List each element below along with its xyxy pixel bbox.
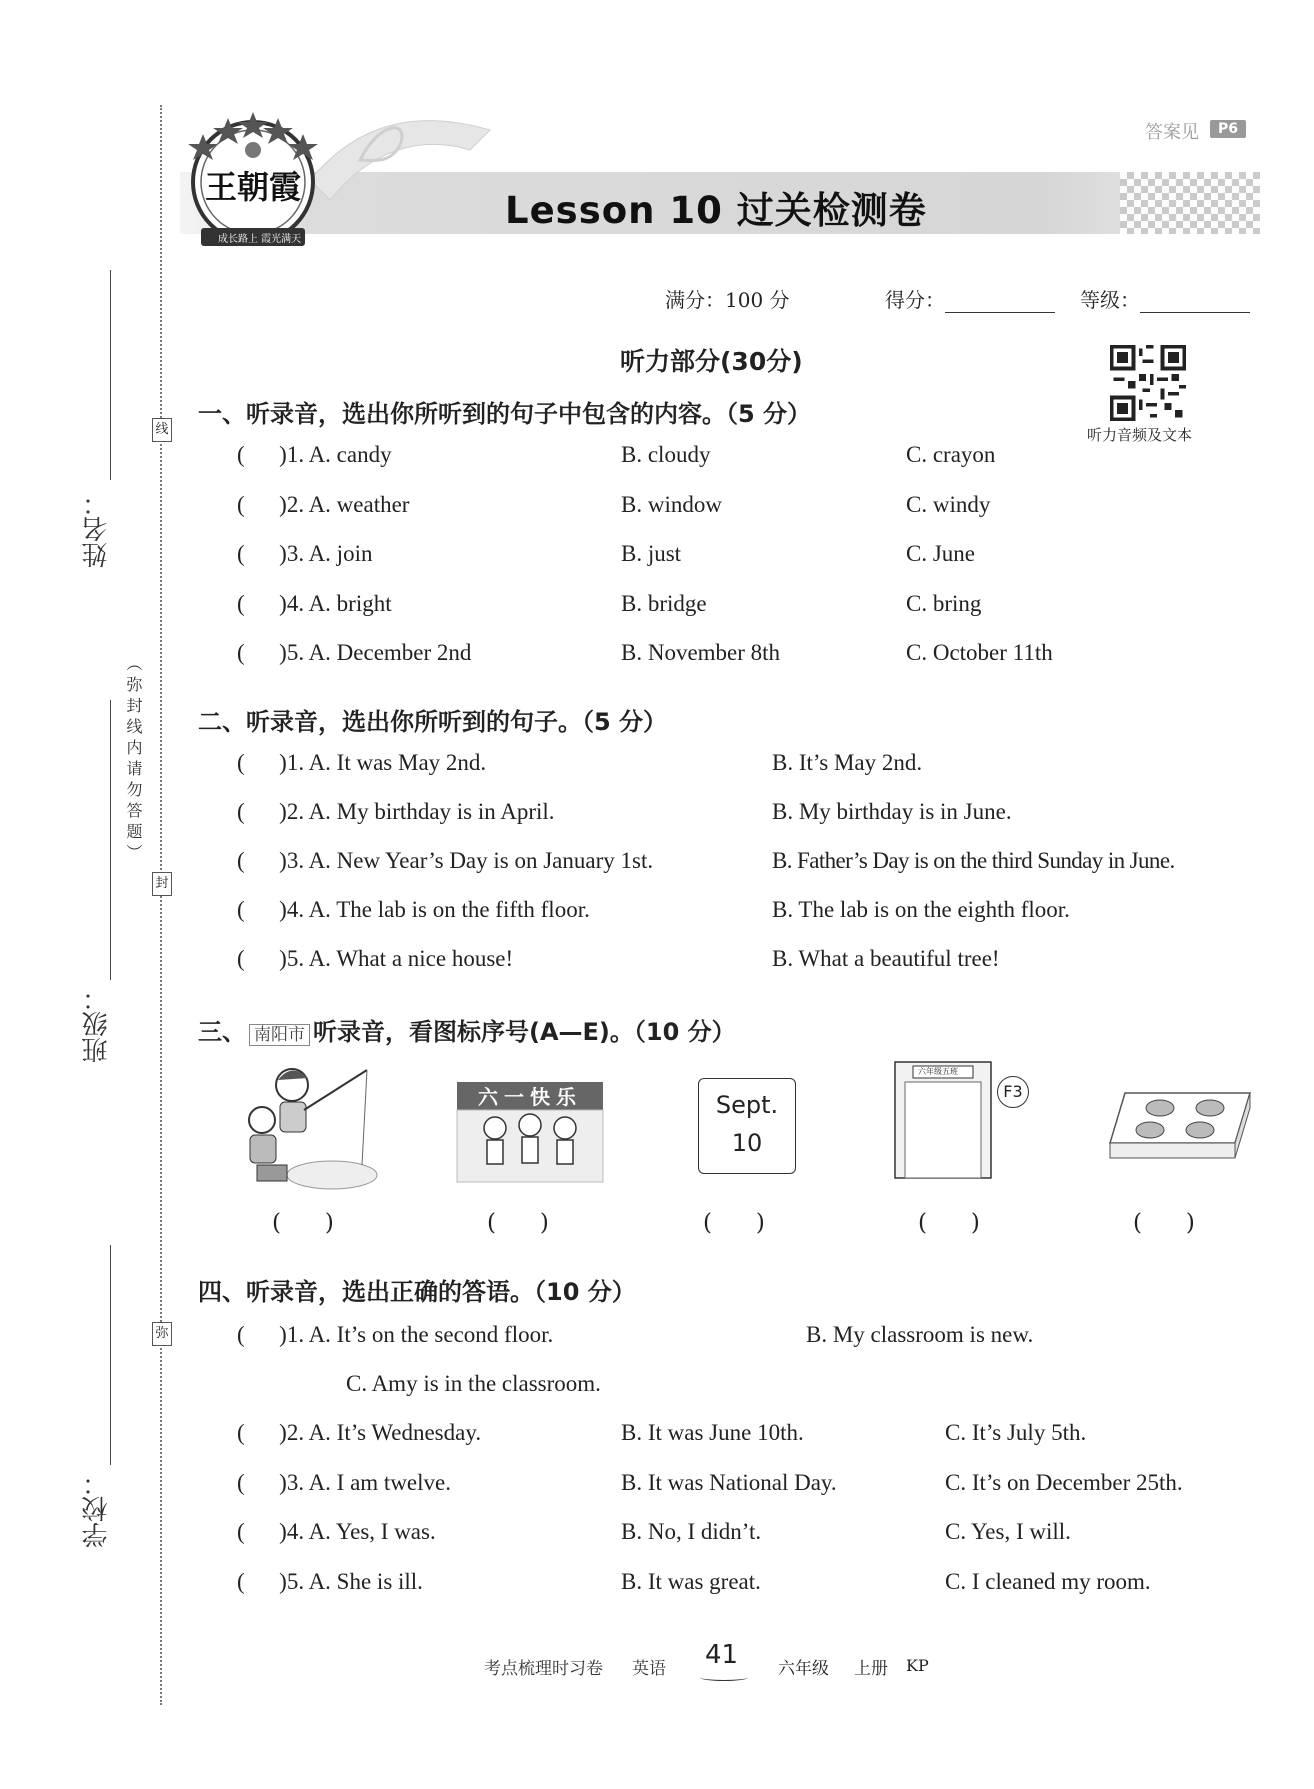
s1-q5-num: 5. <box>286 640 305 665</box>
s4-q4-a: A. She is ill. <box>308 1568 423 1594</box>
s2-q1-row <box>237 750 486 776</box>
s4-q1-row <box>237 1322 553 1348</box>
answer-blank[interactable]: ( ) <box>237 848 287 873</box>
answer-blank[interactable]: ( ) <box>237 590 287 616</box>
name-label: 姓名： <box>82 490 112 568</box>
footer-series: 考点梳理时习卷 <box>484 1659 603 1679</box>
logo-slogan: 成长路上 霞光满天 <box>218 234 302 245</box>
s4-q1-a: A. It’s Wednesday. <box>308 1420 482 1445</box>
qr-code[interactable] <box>1110 345 1186 421</box>
s2-q4-b: B. The lab is on the eighth floor. <box>772 897 1070 922</box>
score-blank[interactable] <box>945 290 1055 313</box>
s4-q1-c: C. Amy is in the classroom. <box>346 1371 601 1396</box>
s2-q1-num: 1. <box>286 750 305 775</box>
s1-q4-c: C. bring <box>906 590 982 616</box>
s4-q1-num: 1. <box>286 1322 305 1347</box>
answer-blank[interactable]: ( ) <box>237 1469 287 1495</box>
s1-q4-num: 4. <box>286 590 305 616</box>
grade-blank[interactable] <box>1140 290 1250 313</box>
score-field[interactable] <box>885 284 1055 313</box>
answer-blank[interactable]: ( ) <box>237 640 287 665</box>
answer-blank[interactable]: ( ) <box>237 1322 287 1347</box>
grade-label: 等级： <box>1080 288 1140 312</box>
footer-volume: 上册 <box>854 1659 888 1679</box>
s2-q3-a: A. New Year’s Day is on January 1st. <box>308 848 654 873</box>
school-blank-line <box>110 1245 111 1465</box>
picture-fishing <box>232 1060 382 1195</box>
s4-q2-c: C. It’s on December 25th. <box>945 1469 1183 1495</box>
s1-q4-b: B. bridge <box>621 590 707 616</box>
section3-title-text: 听录音，看图标序号(A—E)。（10 分） <box>313 1018 736 1046</box>
s1-q1-a: A. candy <box>308 442 392 467</box>
s2-q4-a: A. The lab is on the fifth floor. <box>308 897 590 922</box>
full-score: 满分：100 分 <box>665 288 790 312</box>
s2-q3-b: B. Father’s Day is on the third Sunday in June. <box>772 848 1175 873</box>
answer-blank[interactable]: ( ) <box>237 1420 287 1445</box>
calendar-day: 10 <box>731 1129 763 1157</box>
logo-text: 王朝霞 <box>205 168 302 206</box>
section3-title <box>198 1012 736 1047</box>
s4-q2-a: A. I am twelve. <box>308 1469 451 1495</box>
s2-q5-b: B. What a beautiful tree! <box>772 946 1000 971</box>
section2-title: 二、听录音，选出你所听到的句子。（5 分） <box>198 708 668 736</box>
s4-q1-b: B. My classroom is new. <box>806 1322 1034 1347</box>
answer-blank[interactable]: ( ) <box>237 491 287 517</box>
s4-q4-num: 5. <box>286 1568 305 1594</box>
school-label: 学校： <box>82 1470 112 1548</box>
s4-q1-num: 2. <box>286 1420 305 1445</box>
listening-heading: 听力部分(30分) <box>620 347 803 376</box>
s1-q2-c: C. windy <box>906 491 991 517</box>
picture-classroom-door <box>893 1060 993 1180</box>
s1-q5-row <box>237 640 471 666</box>
s1-q4-a: A. bright <box>308 590 392 616</box>
s4-q4-b: B. It was great. <box>621 1568 761 1594</box>
s2-q2-b: B. My birthday is in June. <box>772 799 1012 824</box>
seal-box-line: 线 <box>152 418 172 442</box>
s1-q5-b: B. November 8th <box>621 640 781 665</box>
s4-q3-num: 4. <box>286 1519 305 1544</box>
s1-q4-row <box>237 591 392 617</box>
s4-q3-row <box>237 1519 436 1545</box>
s1-q3-a: A. join <box>308 541 373 566</box>
calendar-month: Sept. <box>715 1091 779 1119</box>
s2-q1-b: B. It’s May 2nd. <box>772 750 923 775</box>
answer-blank[interactable]: ( ) <box>237 541 287 566</box>
s4-q3-a: A. Yes, I was. <box>308 1519 436 1544</box>
answer-reference-label: 答案见 <box>1145 122 1199 143</box>
s2-q2-row <box>237 799 555 825</box>
s2-q5-num: 5. <box>286 946 305 971</box>
s1-q1-c: C. crayon <box>906 442 996 467</box>
answer-blank[interactable]: ( ) <box>237 799 287 824</box>
picture-mooncakes <box>1105 1088 1255 1168</box>
s1-q2-a: A. weather <box>308 491 410 517</box>
s1-q1-b: B. cloudy <box>621 442 711 467</box>
class-label: 班级： <box>82 985 112 1063</box>
floor-sign: F3 <box>997 1076 1029 1108</box>
answer-blank[interactable]: ( ) <box>237 442 287 467</box>
footer-subject: 英语 <box>632 1659 666 1679</box>
s2-q3-row <box>237 848 653 874</box>
footer-edition: KP <box>906 1656 929 1675</box>
answer-blank[interactable]: ( ) <box>237 1568 287 1594</box>
class-blank-line <box>110 700 111 980</box>
s1-q2-b: B. window <box>621 491 722 517</box>
s1-q1-row <box>237 442 392 468</box>
s2-q2-a: A. My birthday is in April. <box>308 799 555 824</box>
section3-prefix: 三、 <box>198 1018 246 1046</box>
title-checker-pattern <box>1120 172 1260 234</box>
qr-caption: 听力音频及文本 <box>1087 426 1193 444</box>
seal-note: （弥封线内请勿答题） <box>124 655 143 865</box>
s1-q1-num: 1. <box>286 442 305 467</box>
s4-q1-b: B. It was June 10th. <box>621 1420 804 1445</box>
section1-title: 一、听录音，选出你所听到的句子中包含的内容。（5 分） <box>198 400 812 428</box>
binding-dotted-line <box>160 105 162 1705</box>
s1-q3-b: B. just <box>621 541 682 566</box>
answer-blank[interactable]: ( ) <box>237 946 287 971</box>
picture-calendar <box>698 1078 796 1174</box>
s4-q2-num: 3. <box>286 1469 305 1495</box>
s2-q5-row <box>237 946 513 972</box>
s2-q4-num: 4. <box>286 897 305 922</box>
s2-q3-num: 3. <box>286 848 305 873</box>
s1-q5-a: A. December 2nd <box>308 640 472 665</box>
answer-blank[interactable]: ( ) <box>237 750 287 775</box>
seal-box-mi: 弥 <box>152 1322 172 1346</box>
s1-q3-c: C. June <box>906 541 975 566</box>
name-blank-line <box>110 270 111 480</box>
answer-blank[interactable]: ( ) <box>237 897 287 922</box>
section4-title: 四、听录音，选出正确的答语。（10 分） <box>198 1278 636 1306</box>
s4-q2-b: B. It was National Day. <box>621 1469 837 1495</box>
s1-q5-c: C. October 11th <box>906 640 1053 665</box>
s1-q2-num: 2. <box>286 491 305 517</box>
s4-q3-b: B. No, I didn’t. <box>621 1519 762 1544</box>
answer-blank-pic2[interactable]: ( ) <box>487 1210 549 1236</box>
answer-page-badge: P6 <box>1210 120 1246 138</box>
s2-q1-a: A. It was May 2nd. <box>308 750 487 775</box>
s1-q3-num: 3. <box>286 541 305 566</box>
region-tag: 南阳市 <box>249 1024 310 1046</box>
s4-q4-row <box>237 1569 423 1595</box>
page-title: Lesson 10 过关检测卷 <box>505 189 927 232</box>
answer-blank[interactable]: ( ) <box>237 1519 287 1544</box>
s2-q4-row <box>237 897 590 923</box>
s4-q4-c: C. I cleaned my room. <box>945 1568 1151 1594</box>
answer-blank-pic1[interactable]: ( ) <box>272 1210 334 1236</box>
s1-q3-row <box>237 541 372 567</box>
footer-page-underline <box>700 1674 748 1681</box>
footer-grade: 六年级 <box>778 1659 829 1679</box>
s2-q2-num: 2. <box>286 799 305 824</box>
s2-q5-a: A. What a nice house! <box>308 946 514 971</box>
grade-field[interactable] <box>1080 284 1250 313</box>
s1-q2-row <box>237 492 409 518</box>
answer-blank-pic3[interactable]: ( ) <box>703 1210 765 1236</box>
s4-q1-row <box>237 1420 481 1446</box>
s4-q2-row <box>237 1470 451 1496</box>
s4-q3-c: C. Yes, I will. <box>945 1519 1071 1544</box>
footer-page-number: 41 <box>705 1640 739 1670</box>
door-sign: 六年级五班 <box>918 1067 958 1076</box>
score-label: 得分： <box>885 288 945 312</box>
s4-q1-c: C. It’s July 5th. <box>945 1420 1087 1445</box>
answer-blank-pic5[interactable]: ( ) <box>1133 1210 1195 1236</box>
ribbon-decoration <box>300 100 500 240</box>
banner-text: 六一快乐 <box>478 1085 582 1109</box>
seal-box-seal: 封 <box>152 872 172 896</box>
answer-blank-pic4[interactable]: ( ) <box>918 1210 980 1236</box>
s4-q1-a: A. It’s on the second floor. <box>308 1322 554 1347</box>
